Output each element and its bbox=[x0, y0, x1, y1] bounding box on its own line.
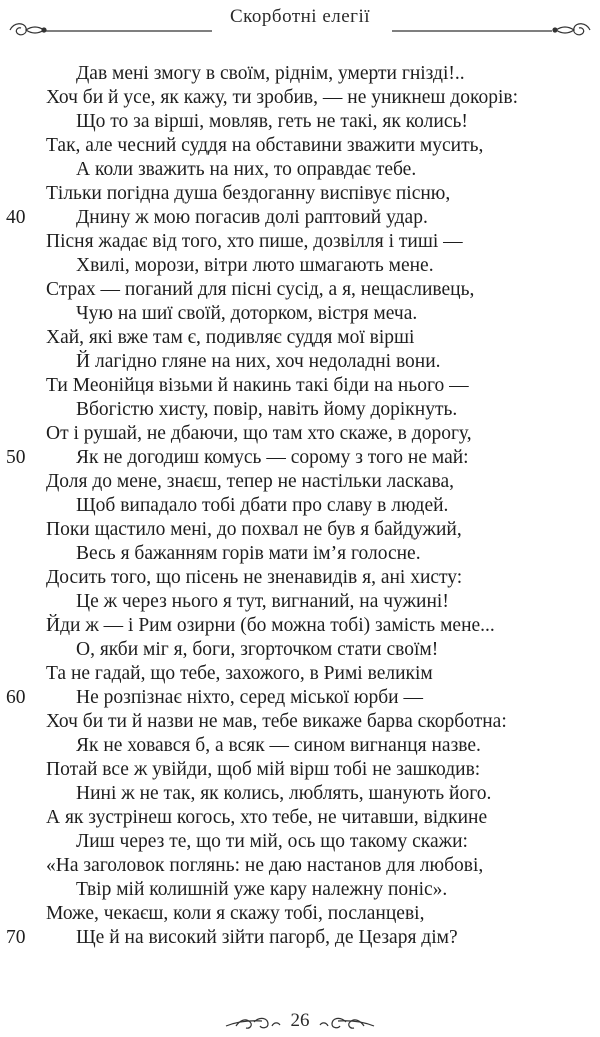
poem-line bbox=[0, 806, 600, 830]
poem-line-text: А коли зважить на них, то оправдає тебе. bbox=[76, 159, 417, 180]
poem-line-text: От і рушай, не дбаючи, що там хто скаже, в дорогу, bbox=[46, 423, 472, 444]
poem-line bbox=[0, 494, 600, 518]
poem-line-text: Лиш через те, що ти мій, ось що такому скажи: bbox=[76, 831, 468, 852]
page-footer bbox=[0, 1000, 600, 1037]
poem-line-text: Як не ховався б, а всяк — сином вигнанця назве. bbox=[76, 735, 481, 756]
poem-line-text: О, якби міг я, боги, згорточком стати своїм! bbox=[76, 639, 439, 660]
poem-line-text: Тільки погідна душа бездоганну виспівує пісню, bbox=[46, 183, 451, 204]
poem-line bbox=[0, 350, 600, 374]
poem-line bbox=[0, 206, 600, 230]
poem-line-text: Може, чекаєш, коли я скажу тобі, посланцеві, bbox=[46, 903, 425, 924]
poem-line bbox=[0, 782, 600, 806]
poem-line-text: Весь я бажанням горів мати ім’я голосне. bbox=[76, 543, 421, 564]
poem-line bbox=[0, 878, 600, 902]
poem-line bbox=[0, 374, 600, 398]
page-number: 26 bbox=[290, 1010, 310, 1031]
poem-line-text: Вбогістю хисту, повір, навіть йому дорікнуть. bbox=[76, 399, 458, 420]
poem-line-text: Це ж через нього я тут, вигнаний, на чужині! bbox=[76, 591, 449, 612]
poem-line-text: Доля до мене, знаєш, тепер не настільки ласкава, bbox=[46, 471, 454, 492]
poem-line-text: Дав мені змогу в своїм, ріднім, умерти гнізді!.. bbox=[76, 63, 465, 84]
poem-line bbox=[0, 230, 600, 254]
poem-line bbox=[0, 422, 600, 446]
poem-line bbox=[0, 518, 600, 542]
poem-line-text: Страх — поганий для пісні сусід, а я, нещасливець, bbox=[46, 279, 475, 300]
poem-line-text: Твір мій колишній уже кару належну поніс». bbox=[76, 879, 448, 900]
poem-line-text: Хай, які вже там є, подивляє суддя мої вірші bbox=[46, 327, 415, 348]
poem-line-text: Хоч би й усе, як кажу, ти зробив, — не уникнеш докорів: bbox=[46, 87, 519, 108]
poem-line bbox=[0, 590, 600, 614]
poem-line-text: Хоч би ти й назви не мав, тебе викаже барва скорботна: bbox=[46, 711, 507, 732]
poem-line-text: Ще й на високий зійти пагорб, де Цезаря дім? bbox=[76, 927, 458, 948]
poem-line bbox=[0, 398, 600, 422]
poem-line bbox=[0, 470, 600, 494]
poem-line bbox=[0, 758, 600, 782]
poem-line-text: «На заголовок поглянь: не даю настанов для любові, bbox=[46, 855, 484, 876]
poem-line bbox=[0, 566, 600, 590]
poem-line bbox=[0, 134, 600, 158]
running-header bbox=[0, 0, 600, 56]
line-number: 50 bbox=[6, 447, 26, 468]
poem-line bbox=[0, 326, 600, 350]
poem-line-text: Як не догодиш комусь — сорому з того не май: bbox=[76, 447, 469, 468]
running-header-title: Скорботні елегії bbox=[229, 6, 371, 27]
poem-line-text: Нині ж не так, як колись, люблять, шанують його. bbox=[76, 783, 492, 804]
poem-line-text: Йди ж — і Рим озирни (бо можна тобі) замість мене... bbox=[46, 615, 495, 636]
poem-line bbox=[0, 158, 600, 182]
poem-line-text: Й лагідно гляне на них, хоч недоладні вони. bbox=[76, 351, 441, 372]
poem-line bbox=[0, 86, 600, 110]
line-number: 70 bbox=[6, 927, 26, 948]
poem-line-text: Днину ж мою погасив долі раптовий удар. bbox=[76, 207, 428, 228]
poem-line-text: Чую на шиї своїй, доторком, вістря меча. bbox=[76, 303, 418, 324]
poem-line bbox=[0, 902, 600, 926]
poem-line-text: А як зустрінеш когось, хто тебе, не читавши, відкине bbox=[46, 807, 488, 828]
poem-line bbox=[0, 182, 600, 206]
poem-line bbox=[0, 710, 600, 734]
poem-line bbox=[0, 638, 600, 662]
poem-line-text: Поки щастило мені, до похвал не був я байдужий, bbox=[46, 519, 462, 540]
poem-line bbox=[0, 614, 600, 638]
poem-line-text: Хвилі, морози, вітри люто шмагають мене. bbox=[76, 255, 434, 276]
poem-line bbox=[0, 110, 600, 134]
line-number: 40 bbox=[6, 207, 26, 228]
poem-line-text: Щоб випадало тобі дбати про славу в людей. bbox=[76, 495, 449, 516]
poem-line bbox=[0, 446, 600, 470]
poem-line-text: Що то за вірші, мовляв, геть не такі, як колись! bbox=[76, 111, 468, 132]
poem-line bbox=[0, 302, 600, 326]
poem-line-text: Досить того, що пісень не зненавидів я, ані хисту: bbox=[46, 567, 463, 588]
poem-line-text: Не розпізнає ніхто, серед міської юрби — bbox=[76, 687, 423, 708]
poem-line bbox=[0, 254, 600, 278]
poem-line-text: Та не гадай, що тебе, захожого, в Римі великім bbox=[46, 663, 433, 684]
poem-line bbox=[0, 926, 600, 950]
poem-line-text: Пісня жадає від того, хто пише, дозвілля і тиші — bbox=[46, 231, 463, 252]
poem-line-text: Так, але чесний суддя на обставини зважити мусить, bbox=[46, 135, 484, 156]
poem-line bbox=[0, 854, 600, 878]
poem-line bbox=[0, 542, 600, 566]
poem-line bbox=[0, 62, 600, 86]
poem-line-text: Потай все ж увійди, щоб мій вірш тобі не зашкодив: bbox=[46, 759, 481, 780]
poem-line bbox=[0, 278, 600, 302]
poem-text bbox=[0, 62, 600, 992]
poem-line-text: Ти Меонійця візьми й накинь такі біди на нього — bbox=[46, 375, 469, 396]
line-number: 60 bbox=[6, 687, 26, 708]
poem-line bbox=[0, 830, 600, 854]
poem-line bbox=[0, 662, 600, 686]
poem-line bbox=[0, 734, 600, 758]
poem-line bbox=[0, 686, 600, 710]
